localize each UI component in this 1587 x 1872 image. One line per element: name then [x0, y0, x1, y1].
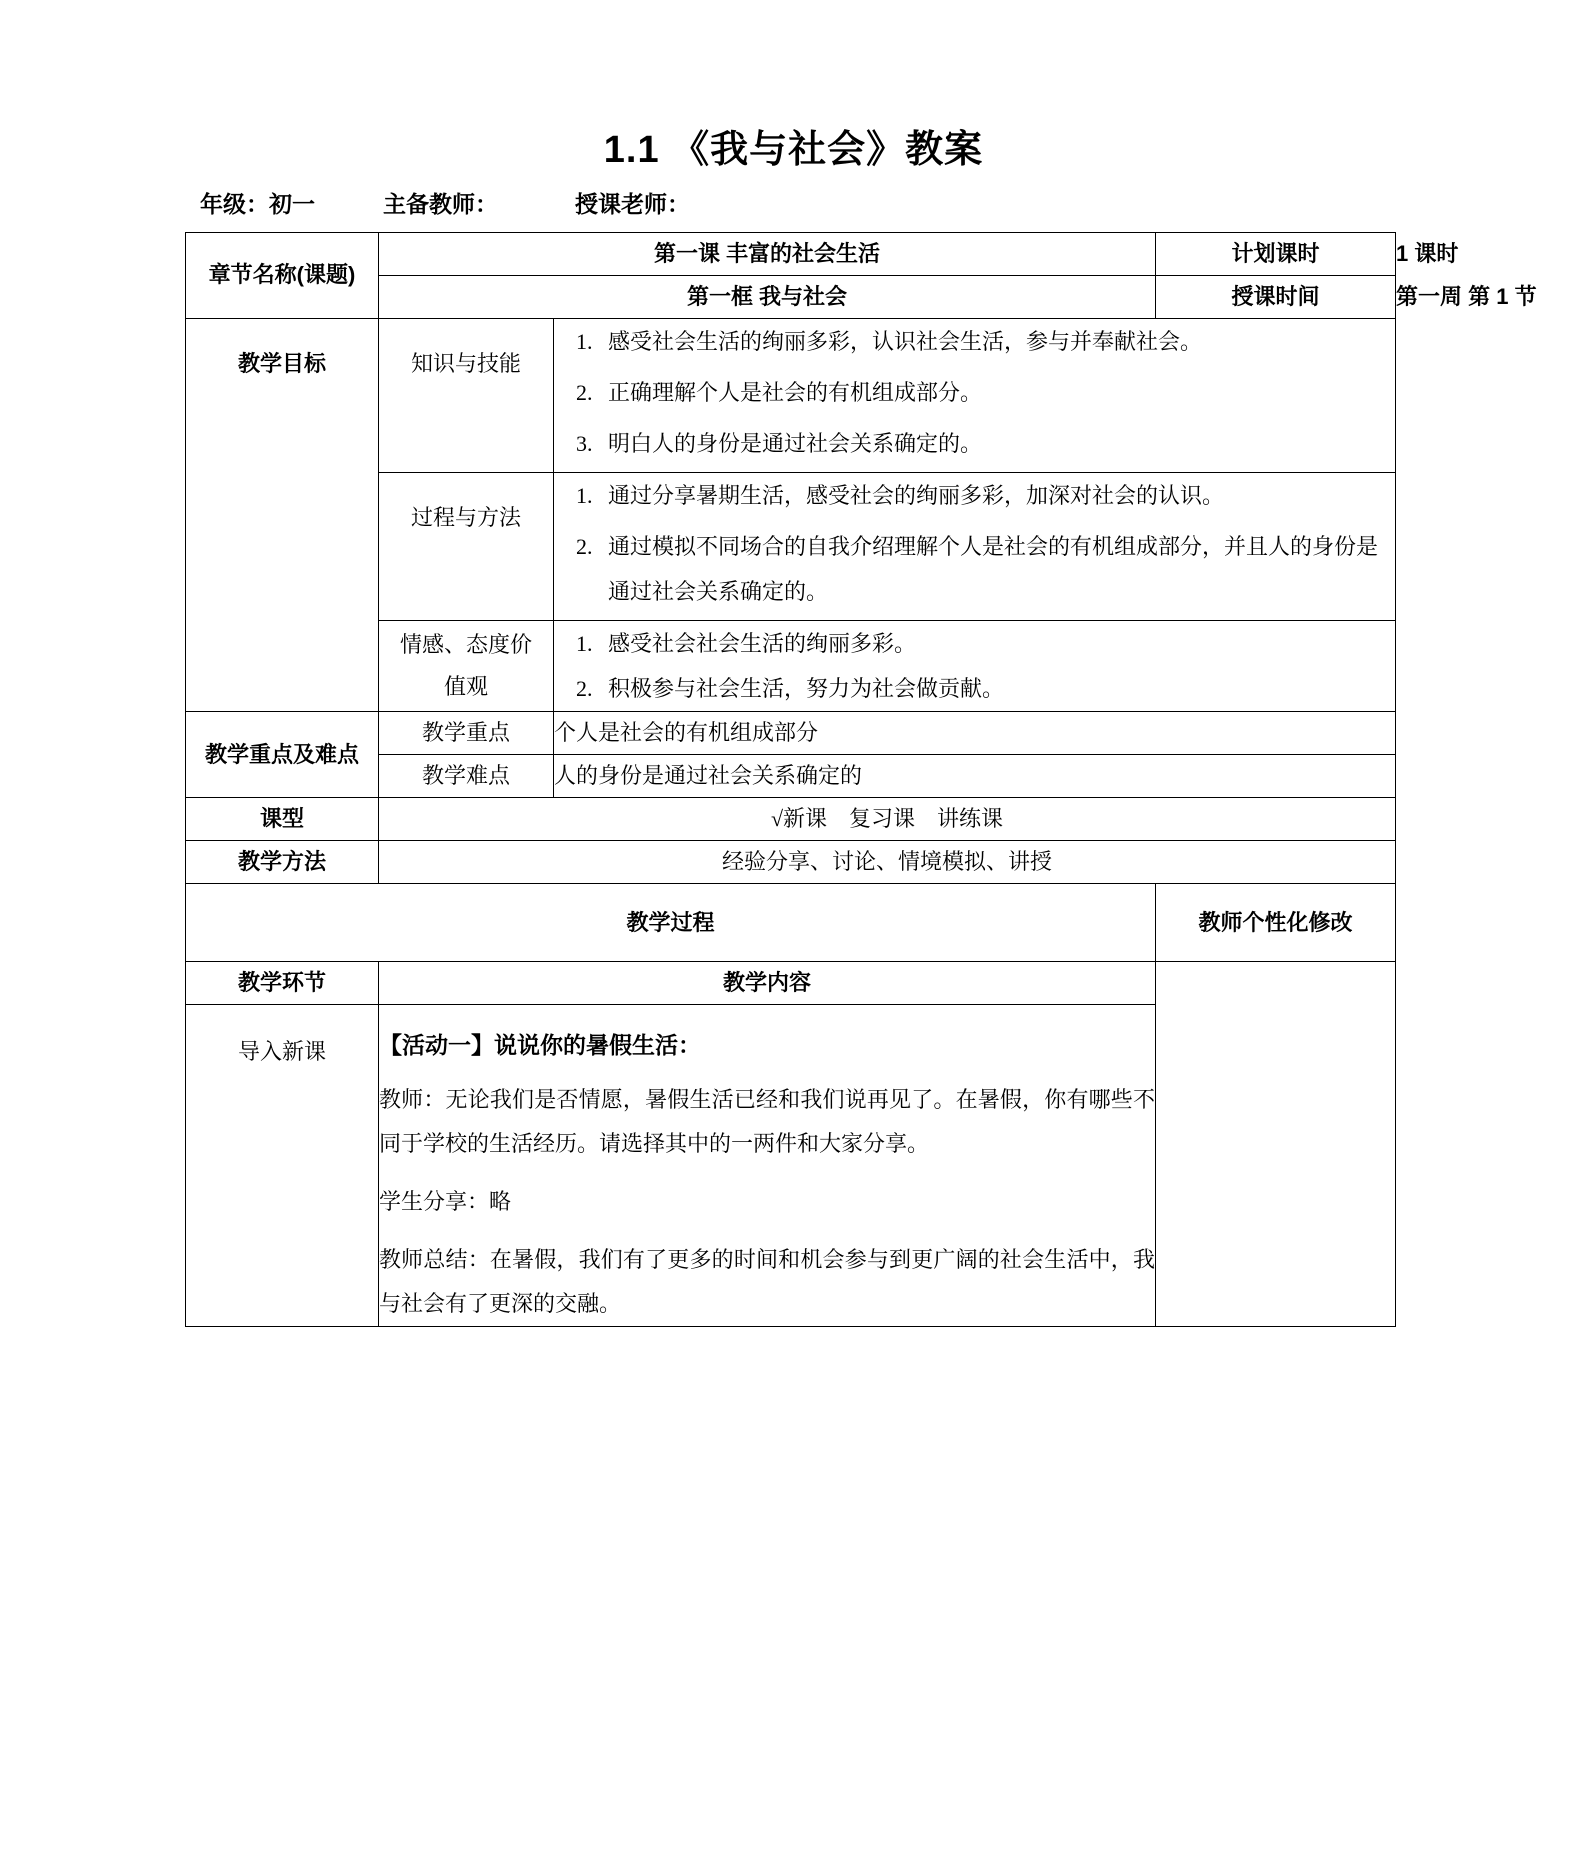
emotion-list	[554, 621, 1395, 711]
table-row-chapter-2: 第一框 我与社会 授课时间 第一周 第 1 节	[186, 275, 1396, 318]
process-header: 教学过程	[186, 883, 1156, 962]
personalize-note-cell[interactable]	[1156, 962, 1396, 1327]
table-row-teaching-method	[186, 840, 1396, 883]
chapter-line-1: 第一课 丰富的社会生活	[379, 233, 1156, 276]
activity-paragraph: 学生分享：略	[379, 1188, 512, 1214]
emotion-content	[554, 621, 1396, 712]
objectives-label: 教学目标	[186, 318, 379, 712]
meta-grade: 年级：初一	[200, 191, 315, 217]
stage-1-label: 导入新课	[186, 1005, 379, 1327]
class-time-label: 授课时间	[1156, 275, 1396, 318]
knowledge-label: 知识与技能	[379, 318, 554, 472]
list-item: 2. 正确理解个人是社会的有机组成部分。	[598, 370, 1395, 415]
stage-1-content	[379, 1005, 1156, 1327]
list-item: 1. 通过分享暑期生活，感受社会的绚丽多彩，加深对社会的认识。	[598, 473, 1395, 518]
key-difficult-label: 教学重点及难点	[186, 712, 379, 798]
meta-line	[185, 186, 1395, 220]
process-list	[554, 473, 1395, 614]
table-row-knowledge	[186, 318, 1396, 472]
table-row-key-point	[186, 712, 1396, 755]
process-content	[554, 472, 1396, 620]
list-item: 1. 感受社会生活的绚丽多彩，认识社会生活，参与并奉献社会。	[598, 319, 1395, 364]
lesson-type-label: 课型	[186, 797, 379, 840]
key-point-label: 教学重点	[379, 712, 554, 755]
table-row-chapter-1: 章节名称(课题) 第一课 丰富的社会生活 计划课时 1 课时	[186, 233, 1396, 276]
activity-paragraph: 教师：无论我们是否情愿，暑假生活已经和我们说再见了。在暑假，你有哪些不同于学校的生活经历。请选择其中的一两件和大家分享。	[379, 1086, 1155, 1156]
list-item: 1. 感受社会社会生活的绚丽多彩。	[598, 621, 1395, 666]
chapter-label: 章节名称(课题)	[186, 233, 379, 319]
content-header: 教学内容	[379, 962, 1156, 1005]
knowledge-content	[554, 318, 1396, 472]
emotion-label	[379, 621, 554, 712]
key-point-value: 个人是社会的有机组成部分	[554, 712, 1396, 755]
teaching-method-value: 经验分享、讨论、情境模拟、讲授	[379, 840, 1396, 883]
list-item: 2. 通过模拟不同场合的自我介绍理解个人是社会的有机组成部分，并且人的身份是通过社会关系确定的。	[598, 524, 1395, 614]
chapter-line-2: 第一框 我与社会	[379, 275, 1156, 318]
activity-title: 【活动一】说说你的暑假生活：	[379, 1032, 701, 1059]
emotion-label-line-2: 值观	[443, 674, 488, 700]
meta-lecturer: 授课老师：	[575, 191, 690, 217]
page-title: 1.1 《我与社会》教案	[603, 129, 984, 171]
process-label: 过程与方法	[379, 472, 554, 620]
knowledge-list	[554, 319, 1395, 466]
table-row-stage-header	[186, 962, 1396, 1005]
list-item: 2. 积极参与社会生活，努力为社会做贡献。	[598, 666, 1395, 711]
difficult-point-value: 人的身份是通过社会关系确定的	[554, 755, 1396, 798]
teaching-method-label: 教学方法	[186, 840, 379, 883]
lesson-plan-table	[185, 232, 1537, 1327]
lesson-type-value: √新课 复习课 讲练课	[379, 797, 1396, 840]
meta-main-teacher: 主备教师：	[383, 191, 498, 217]
list-item: 3. 明白人的身份是通过社会关系确定的。	[598, 421, 1395, 466]
difficult-point-label: 教学难点	[379, 755, 554, 798]
personalize-header: 教师个性化修改	[1156, 883, 1396, 962]
table-row-process-header	[186, 883, 1396, 962]
planned-hours-label: 计划课时	[1156, 233, 1396, 276]
stage-header: 教学环节	[186, 962, 379, 1005]
emotion-label-line-1: 情感、态度价	[399, 632, 532, 658]
table-row-lesson-type	[186, 797, 1396, 840]
activity-paragraph: 教师总结：在暑假，我们有了更多的时间和机会参与到更广阔的社会生活中，我与社会有了更深的交融。	[379, 1246, 1155, 1316]
